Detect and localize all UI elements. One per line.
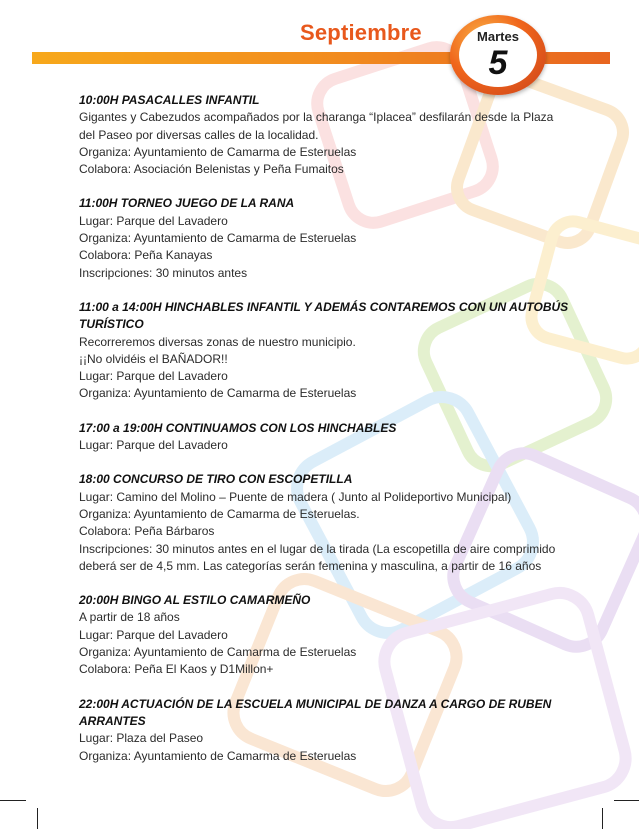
event-detail-line: Lugar: Parque del Lavadero [79,369,228,384]
month-title: Septiembre [300,20,422,45]
event-detail-line: Colabora: Asociación Belenistas y Peña Fumaitos [79,162,344,177]
event-detail-line: Organiza: Ayuntamiento de Camarma de Esteruelas [79,144,357,159]
event-detail-line: Colabora: Peña El Kaos y D1Millon+ [79,662,274,677]
day-number: 5 [488,44,508,82]
crop-mark-left-h [0,800,26,801]
event-title: 22:00H ACTUACIÓN DE LA ESCUELA MUNICIPAL DE DANZA A CARGO DE RUBEN ARRANTES [79,696,552,728]
event-detail-line: Lugar: Camino del Molino – Puente de madera ( Junto al Polideportivo Municipal) [79,489,512,504]
event-detail-line: deberá ser de 4,5 mm. Las categorías serán femenina y masculina, a partir de 16 años [79,558,542,573]
event-block [79,471,589,575]
event-block [79,92,589,178]
crop-mark-right-v [602,808,603,829]
event-title: 11:00 a 14:00H HINCHABLES INFANTIL Y ADEMÁS CONTAREMOS CON UN AUTOBÚS TURÍSTICO [79,299,569,332]
event-block [79,299,589,403]
event-detail-line: Organiza: Ayuntamiento de Camarma de Esteruelas [79,231,357,246]
crop-mark-right-h [614,800,639,801]
event-title: 11:00H TORNEO JUEGO DE LA RANA [79,196,295,211]
event-detail-line: Lugar: Parque del Lavadero [79,438,228,453]
event-block [79,195,589,281]
event-block [79,420,589,455]
weekday-label: Martes [477,29,519,44]
event-detail-line: A partir de 18 años [79,610,180,625]
event-block [79,696,589,765]
event-detail-line: Recorreremos diversas zonas de nuestro municipio. [79,334,356,349]
event-title: 18:00 CONCURSO DE TIRO CON ESCOPETILLA [79,472,353,487]
event-detail-line: ¡¡No olvidéis el BAÑADOR!! [79,351,228,366]
event-block [79,592,589,678]
event-detail-line: Lugar: Parque del Lavadero [79,627,228,642]
crop-mark-left-v [37,808,38,829]
event-title: 20:00H BINGO AL ESTILO CAMARMEÑO [79,593,311,608]
event-detail-line: Organiza: Ayuntamiento de Camarma de Esteruelas [79,748,357,763]
event-detail-line: Gigantes y Cabezudos acompañados por la charanga “Iplacea” desfilarán desde la Plaza [79,110,554,125]
event-title: 10:00H PASACALLES INFANTIL [79,93,260,107]
event-title: 17:00 a 19:00H CONTINUAMOS CON LOS HINCHABLES [79,420,397,435]
event-detail-line: Inscripciones: 30 minutos antes [79,265,248,280]
event-detail-line: Inscripciones: 30 minutos antes en el lugar de la tirada (La escopetilla de aire comprimido [79,541,556,556]
event-detail-line: Lugar: Plaza del Paseo [79,731,204,746]
event-list [79,92,589,782]
event-detail-line: Colabora: Peña Kanayas [79,248,213,263]
event-detail-line: del Paseo por diversas calles de la localidad. [79,127,319,142]
event-detail-line: Lugar: Parque del Lavadero [79,213,228,228]
event-detail-line: Organiza: Ayuntamiento de Camarma de Esteruelas. [79,506,360,521]
event-detail-line: Organiza: Ayuntamiento de Camarma de Esteruelas [79,645,357,660]
event-detail-line: Organiza: Ayuntamiento de Camarma de Esteruelas [79,386,357,401]
event-detail-line: Colabora: Peña Bárbaros [79,524,215,539]
date-badge [450,15,546,95]
